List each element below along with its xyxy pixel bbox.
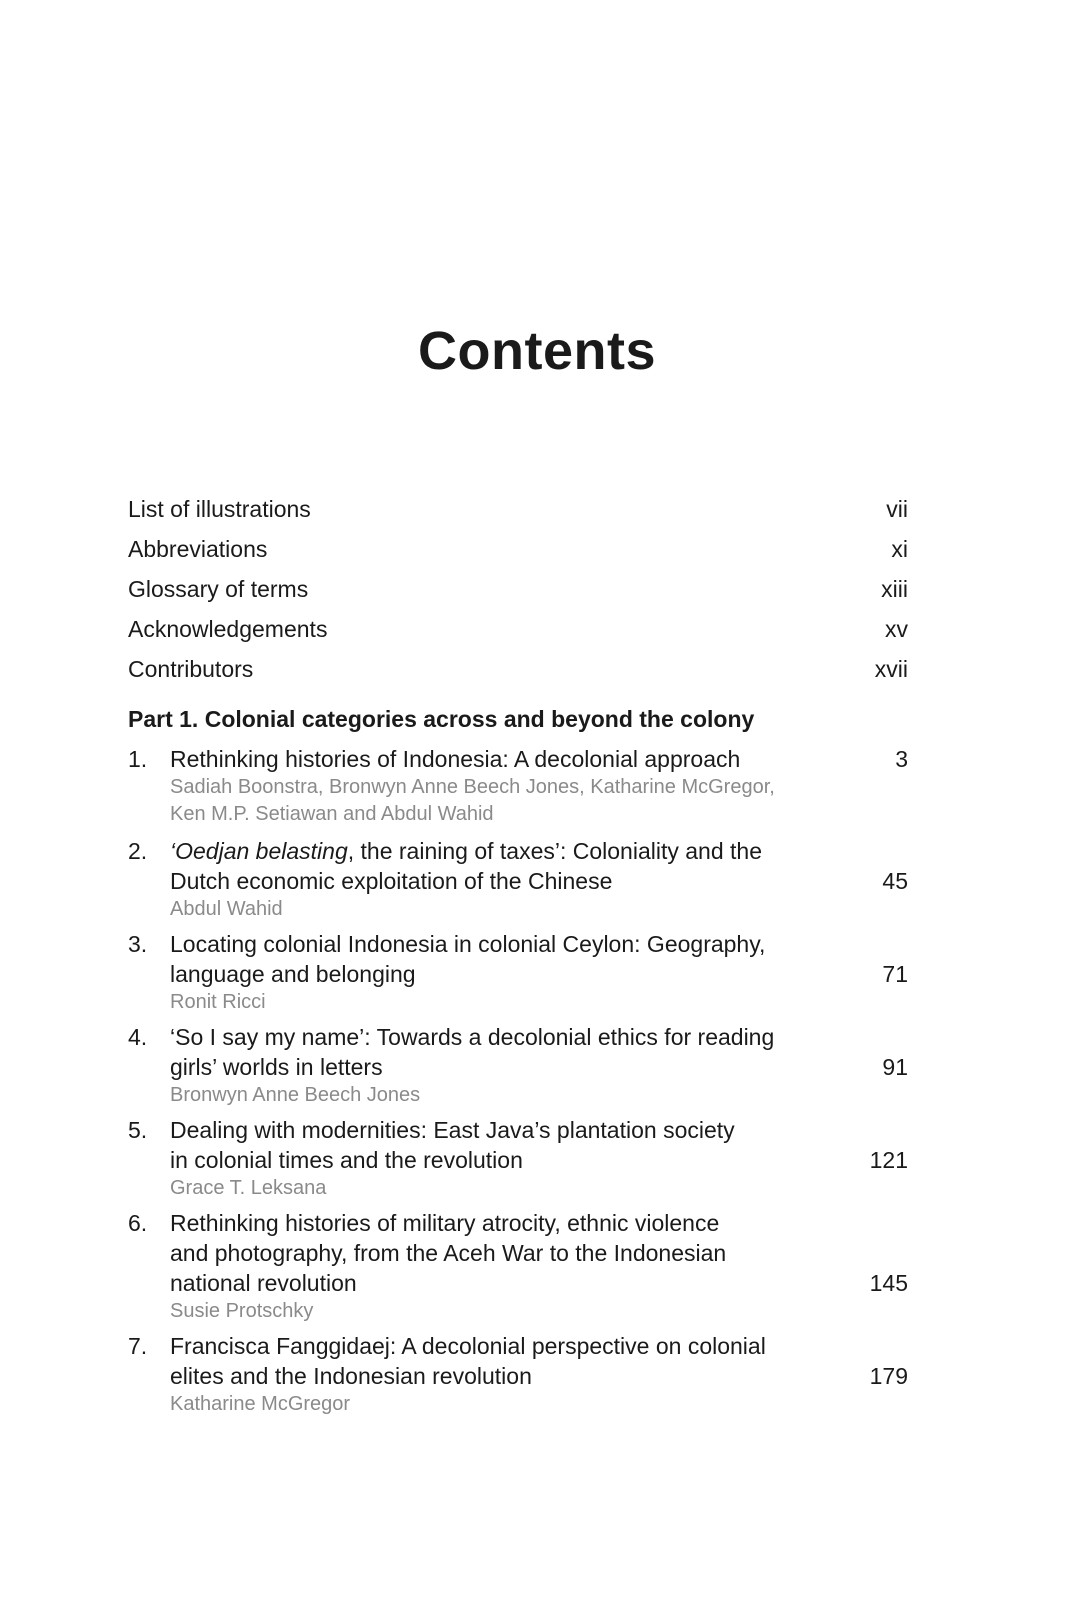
chapter-title-rest: , the raining of taxes’: Coloniality and the [347, 838, 762, 864]
toc-entry-list-of-illustrations[interactable] [128, 494, 908, 534]
toc-entry-label: Acknowledgements [128, 616, 328, 642]
toc-entry-abbreviations[interactable] [128, 534, 908, 574]
chapter-entry-2[interactable] [128, 836, 908, 923]
toc-entry-page: xv [885, 616, 908, 642]
toc-entry-label: List of illustrations [128, 496, 311, 522]
toc-entry-page: xvii [874, 656, 908, 682]
toc-entry-page: vii [886, 496, 908, 522]
chapter-number: 3. [128, 931, 148, 957]
chapter-title-line: in colonial times and the revolution [170, 1147, 523, 1173]
chapter-author: Susie Protschky [170, 1300, 314, 1322]
toc-entry-page: xi [891, 536, 908, 562]
chapter-page: 45 [882, 868, 908, 894]
chapter-number: 5. [128, 1117, 148, 1143]
toc-entry-label: Abbreviations [128, 536, 268, 562]
chapter-entry-4[interactable] [128, 1022, 908, 1109]
chapter-title-line: language and belonging [170, 961, 416, 987]
part-heading: Part 1. Colonial categories across and beyond the colony [128, 706, 755, 732]
chapter-title-line: elites and the Indonesian revolution [170, 1363, 532, 1389]
chapter-number: 1. [128, 746, 148, 772]
chapter-title: Francisca Fanggidaej: A decolonial perspective on colonial [170, 1333, 766, 1359]
chapter-author: Sadiah Boonstra, Bronwyn Anne Beech Jones, Katharine McGregor, [170, 776, 775, 798]
chapter-author: Ronit Ricci [170, 991, 266, 1013]
chapter-title-italic: ‘Oedjan belasting [170, 838, 348, 864]
chapter-title: Rethinking histories of military atrocity, ethnic violence [170, 1210, 720, 1236]
toc-entry-label: Contributors [128, 656, 254, 682]
chapter-page: 91 [882, 1054, 908, 1080]
chapter-title: Dealing with modernities: East Java’s plantation society [170, 1117, 735, 1143]
chapter-entry-6[interactable] [128, 1208, 908, 1325]
chapter-author: Grace T. Leksana [170, 1177, 327, 1199]
chapter-title-line: and photography, from the Aceh War to the Indonesian [170, 1240, 727, 1266]
table-of-contents [128, 494, 908, 1424]
chapter-page: 121 [869, 1147, 908, 1173]
chapter-number: 4. [128, 1024, 148, 1050]
chapter-author: Abdul Wahid [170, 898, 283, 920]
toc-entry-label: Glossary of terms [128, 576, 309, 602]
chapter-entry-1[interactable] [128, 744, 908, 828]
chapter-title-line: Dutch economic exploitation of the Chinese [170, 868, 613, 894]
chapter-title-line: national revolution [170, 1270, 357, 1296]
chapter-page: 145 [869, 1270, 908, 1296]
chapter-title: Locating colonial Indonesia in colonial Ceylon: Geography, [170, 931, 766, 957]
chapter-author: Bronwyn Anne Beech Jones [170, 1084, 421, 1106]
chapter-number: 2. [128, 838, 148, 864]
chapter-page: 71 [882, 961, 908, 987]
chapter-number: 6. [128, 1210, 148, 1236]
page-title: Contents [418, 321, 656, 381]
chapter-title: Rethinking histories of Indonesia: A decolonial approach [170, 746, 741, 772]
toc-entry-acknowledgements[interactable] [128, 614, 908, 654]
chapter-title: ‘So I say my name’: Towards a decolonial ethics for reading [170, 1024, 775, 1050]
chapter-author: Katharine McGregor [170, 1393, 351, 1415]
chapter-page: 3 [895, 746, 908, 772]
chapter-entry-7[interactable] [128, 1331, 908, 1418]
chapter-entry-3[interactable] [128, 929, 908, 1016]
toc-entry-page: xiii [881, 576, 908, 602]
chapter-author: Ken M.P. Setiawan and Abdul Wahid [170, 803, 494, 825]
chapter-entry-5[interactable] [128, 1115, 908, 1202]
chapter-page: 179 [869, 1363, 908, 1389]
chapter-title-line: girls’ worlds in letters [170, 1054, 383, 1080]
toc-entry-glossary[interactable] [128, 574, 908, 614]
chapter-title [170, 836, 840, 866]
toc-entry-contributors[interactable] [128, 654, 908, 694]
chapter-number: 7. [128, 1333, 148, 1359]
